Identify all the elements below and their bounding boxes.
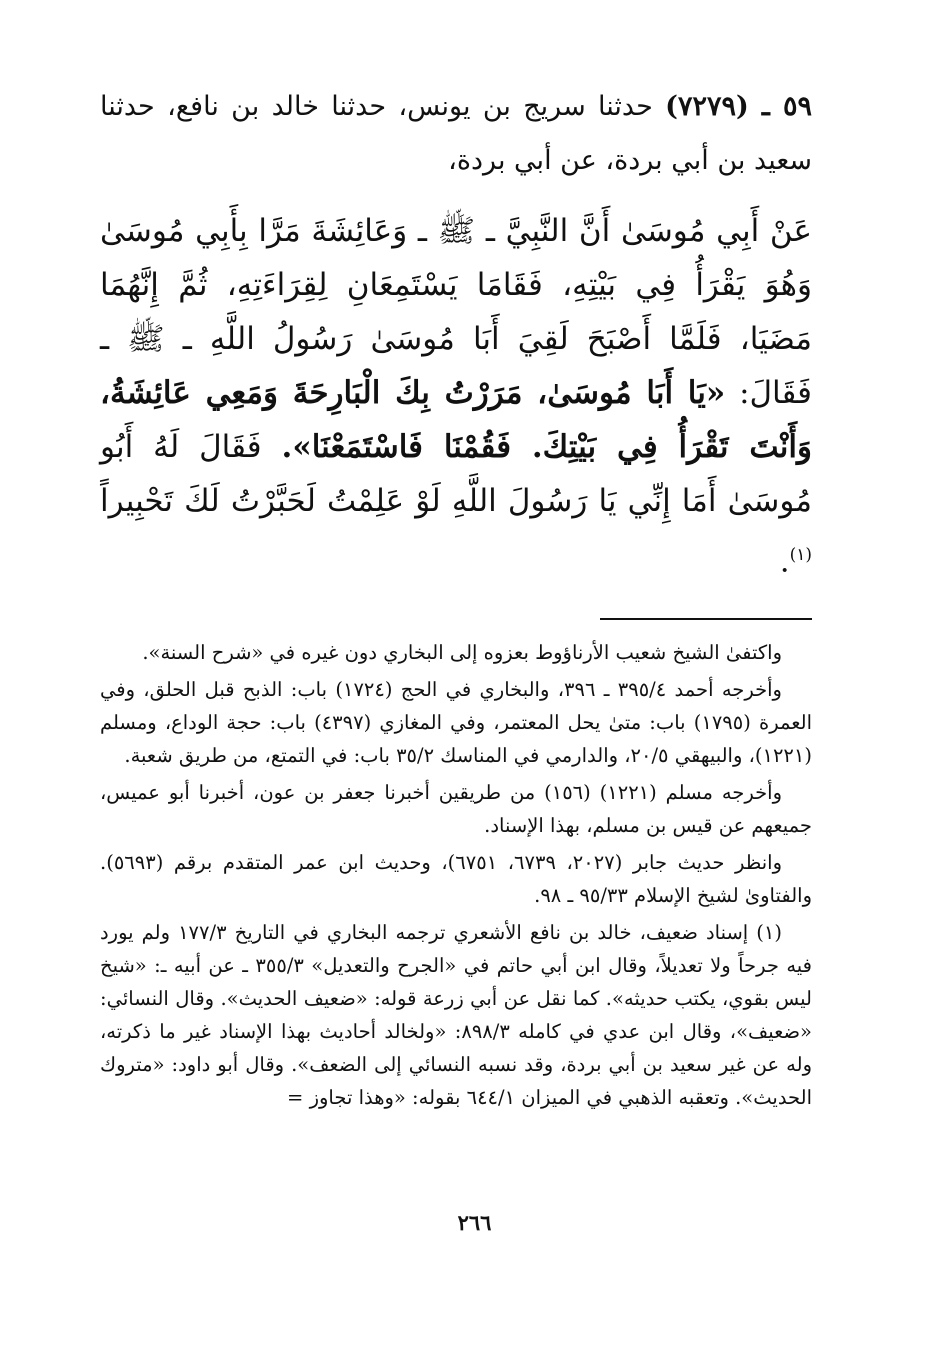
footnote-paragraph: وأخرجه مسلم (١٢٢١) (١٥٦) من طريقين أخبرنا جعفر بن عون، أخبرنا أبو عميس، جميعهم عن قيس بن مسلم، بهذا الإسناد.: [100, 781, 812, 838]
hadith-isnad: حدثنا سريج بن يونس، حدثنا خالد بن نافع، حدثنا سعيد بن أبي بردة، عن أبي بردة،: [100, 91, 812, 176]
page-content: [100, 80, 812, 1118]
hadith-number: ٥٩ ـ (٧٢٧٩): [665, 91, 812, 122]
footnotes: [100, 636, 812, 1114]
hadith-text: [100, 204, 812, 588]
hadith-closing: .: [779, 543, 790, 580]
hadith-text-end: فَقَالَ لَهُ أَبُو مُوسَىٰ أَمَا إِنِّي يَا رَسُولَ اللَّهِ لَوْ عَلِمْتُ لَحَبَّرْتُ لَكَ تَحْبِيراً: [100, 429, 812, 519]
footnote-paragraph: واكتفىٰ الشيخ شعيب الأرناؤوط بعزوه إلى البخاري دون غيره في «شرح السنة».: [142, 641, 782, 665]
footnote-reference: (١): [789, 545, 812, 565]
footnote-paragraph: وأخرجه أحمد ٣٩٥/٤ ـ ٣٩٦، والبخاري في الحج (١٧٢٤) باب: الذبح قبل الحلق، وفي العمرة (١٧٩٥) باب: متىٰ يحل المعتمر، وفي المغازي (٤٣٩٧) باب: حجة الوداع، ومسلم (١٢٢١)، والبيهقي ٢٠/٥، والدارمي في المناسك ٣٥/٢ باب: في التمتع، من طريق شعبة.: [100, 678, 813, 768]
hadith-text-quote: «يَا أَبَا مُوسَىٰ، مَرَرْتُ بِكَ الْبَارِحَةَ وَمَعِي عَائِشَةُ، وَأَنْتَ تَقْرَأُ فِي بَيْتِكَ. فَقُمْنَا فَاسْتَمَعْنَا».: [100, 375, 813, 465]
footnote-paragraph: (١) إسناد ضعيف، خالد بن نافع الأشعري ترجمه البخاري في التاريخ ١٧٧/٣ ولم يورد فيه جرحاً ولا تعديلاً، وقال ابن أبي حاتم في «الجرح والتعديل» ٣٥٥/٣ ـ عن أبيه ـ: «شيخ ليس بقوي، يكتب حديثه». كما نقل عن أبي زرعة قوله: «ضعيف الحديث». وقال النسائي: «ضعيف»، وقال ابن عدي في كامله ٨٩٨/٣: «ولخالد أحاديث بهذا الإسناد غير ما ذكرته، وله عن غير سعيد بن أبي بردة، وقد نسبه النسائي إلى الضعف». وقال أبو داود: «متروك الحديث». وتعقبه الذهبي في الميزان ٦٤٤/١ بقوله: «وهذا تجاوز =: [100, 921, 812, 1110]
page-number: ٢٦٦: [457, 1210, 492, 1235]
footnote-separator: [600, 618, 812, 620]
hadith-chain: [100, 80, 812, 188]
hadith-text-intro: عَنْ أَبِي مُوسَىٰ أَنَّ النَّبِيَّ ـ ﷺ ـ وَعَائِشَةَ مَرَّا بِأَبِي مُوسَىٰ وَهُوَ يَقْرَأُ فِي بَيْتِهِ، فَقَامَا يَسْتَمِعَانِ لِقِرَاءَتِهِ، ثُمَّ إِنَّهُمَا مَضَيَا، فَلَمَّا أَصْبَحَ لَقِيَ أَبَا مُوسَىٰ رَسُولُ اللَّهِ ـ ﷺ ـ فَقَالَ:: [100, 213, 812, 411]
footnote-paragraph: وانظر حديث جابر (٢٠٢٧، ٦٧٣٩، ٦٧٥١)، وحديث ابن عمر المتقدم برقم (٥٦٩٣). والفتاوىٰ لشيخ الإسلام ٩٥/٣٣ ـ ٩٨.: [100, 851, 812, 908]
